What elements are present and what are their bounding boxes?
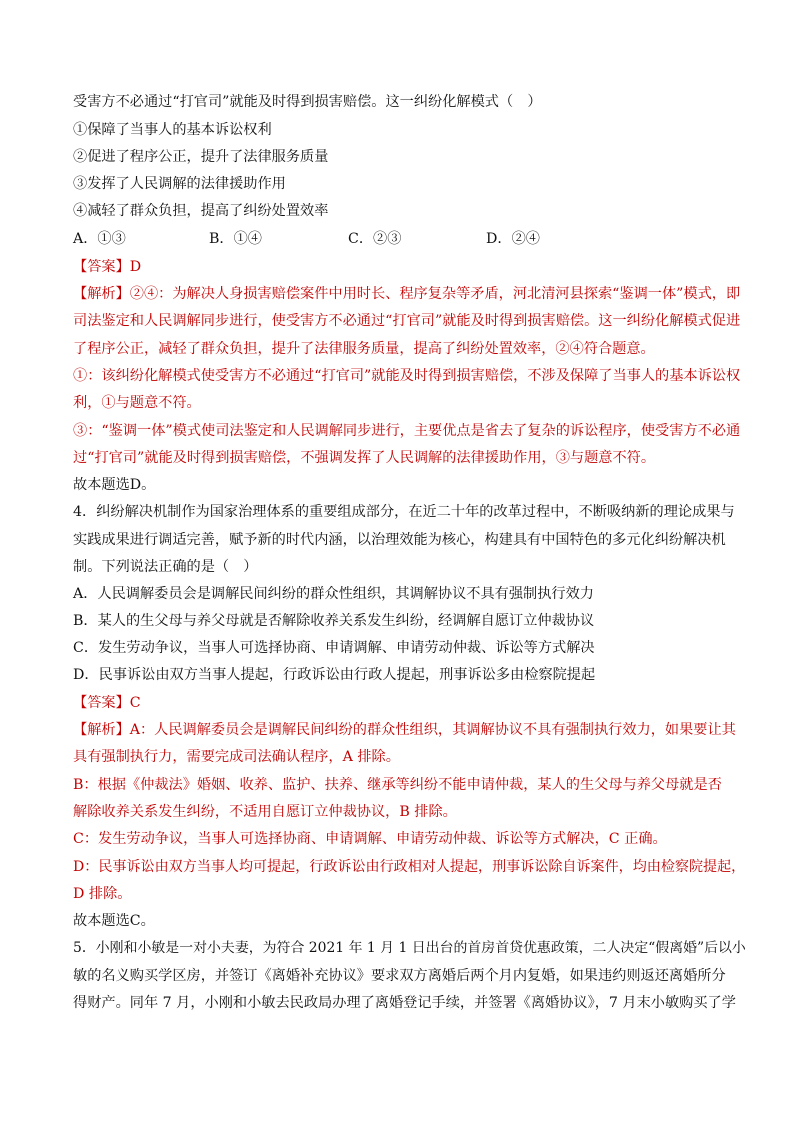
- q4-conclusion: 故本题选C。: [73, 913, 155, 929]
- q3-analysis-6: ③：“鉴调一体”模式使司法鉴定和人民调解同步进行，主要优点是省去了复杂的诉讼程序，使受害方不必通: [73, 423, 741, 439]
- q5-stem-2: 敏的名义购买学区房，并签订《离婚补充协议》要求双方离婚后两个月内复婚，如果违约则返还离婚所分: [73, 968, 726, 984]
- q4-option-c: C．发生劳动争议，当事人可选择协商、申请调解、申请劳动仲裁、诉讼等方式解决: [73, 640, 595, 656]
- q3-option-d: D．②④: [486, 231, 540, 247]
- q5-stem-3: 得财产。同年 7 月，小刚和小敏去民政局办理了离婚登记手续，并签署《离婚协议》，7 月末小敏购买了学: [73, 995, 736, 1011]
- q4-option-d: D．民事诉讼由双方当事人提起，行政诉讼由行政人提起，刑事诉讼多由检察院提起: [73, 667, 596, 683]
- q3-answer: 【答案】D: [73, 259, 142, 275]
- q5-stem-1: 5．小刚和小敏是一对小夫妻，为符合 2021 年 1 月 1 日出台的首房首贷优惠政策，二人决定“假离婚”后以小: [73, 940, 746, 956]
- q3-analysis-1: 【解析】②④：为解决人身损害赔偿案件中用时长、程序复杂等矛盾，河北清河县探索“鉴调一体”模式，即: [73, 286, 741, 302]
- q3-conclusion: 故本题选D。: [73, 477, 156, 493]
- q3-analysis-3: 了程序公正，减轻了群众负担，提升了法律服务质量，提高了纠纷处置效率，②④符合题意。: [73, 341, 655, 357]
- q4-analysis-1: 【解析】A：人民调解委员会是调解民间纠纷的群众性组织，其调解协议不具有强制执行效力，如果要让其: [73, 722, 736, 738]
- q3-analysis-4: ①：该纠纷化解模式使受害方不必通过“打官司”就能及时得到损害赔偿，不涉及保障了当事人的基本诉讼权: [73, 368, 741, 384]
- q3-analysis-7: 过“打官司”就能及时得到损害赔偿，不强调发挥了人民调解的法律援助作用，③与题意不符。: [73, 450, 656, 466]
- q3-option-b: B．①④: [209, 231, 262, 247]
- q3-item-3: ③发挥了人民调解的法律援助作用: [73, 176, 286, 192]
- q4-analysis-5: C：发生劳动争议，当事人可选择协商、申请调解、申请劳动仲裁、诉讼等方式解决，C 正确。: [73, 831, 667, 847]
- q3-analysis-2: 司法鉴定和人民调解同步进行，使受害方不必通过“打官司”就能及时得到损害赔偿。这一纠纷化解模式促进: [73, 313, 741, 329]
- q3-item-1: ①保障了当事人的基本诉讼权利: [73, 122, 272, 138]
- q4-option-a: A．人民调解委员会是调解民间纠纷的群众性组织，其调解协议不具有强制执行效力: [73, 586, 594, 602]
- q4-analysis-4: 解除收养关系发生纠纷，不适用自愿订立仲裁协议，B 排除。: [73, 804, 457, 820]
- q4-stem-2: 实践成果进行调适完善，赋予新的时代内涵，以治理效能为核心，构建具有中国特色的多元化纠纷解决机: [73, 532, 726, 548]
- q3-analysis-5: 利，①与题意不符。: [73, 395, 201, 411]
- q4-answer: 【答案】C: [73, 695, 141, 711]
- q3-item-2: ②促进了程序公正，提升了法律服务质量: [73, 149, 329, 165]
- q3-option-c: C．②③: [348, 231, 402, 247]
- q3-item-4: ④减轻了群众负担，提高了纠纷处置效率: [73, 203, 329, 219]
- q4-option-b: B．某人的生父母与养父母就是否解除收养关系发生纠纷，经调解自愿订立仲裁协议: [73, 613, 595, 629]
- q4-stem-3: 制。下列说法正确的是（ ）: [73, 559, 258, 575]
- q4-analysis-3: B：根据《仲裁法》婚姻、收养、监护、扶养、继承等纠纷不能申请仲裁，某人的生父母与养父母就是否: [73, 777, 722, 793]
- q4-stem-1: 4．纠纷解决机制作为国家治理体系的重要组成部分，在近二十年的改革过程中，不断吸纳新的理论成果与: [73, 504, 735, 520]
- q4-analysis-6: D：民事诉讼由双方当事人均可提起，行政诉讼由行政相对人提起，刑事诉讼除自诉案件，均由检察院提起，: [73, 859, 746, 875]
- q3-option-a: A．①③: [73, 231, 126, 247]
- q4-analysis-7: D 排除。: [73, 886, 132, 902]
- q3-options: [73, 229, 673, 249]
- q4-analysis-2: 具有强制执行力，需要完成司法确认程序，A 排除。: [73, 749, 400, 765]
- q3-stem-tail: 受害方不必通过“打官司”就能及时得到损害赔偿。这一纠纷化解模式（ ）: [73, 94, 542, 110]
